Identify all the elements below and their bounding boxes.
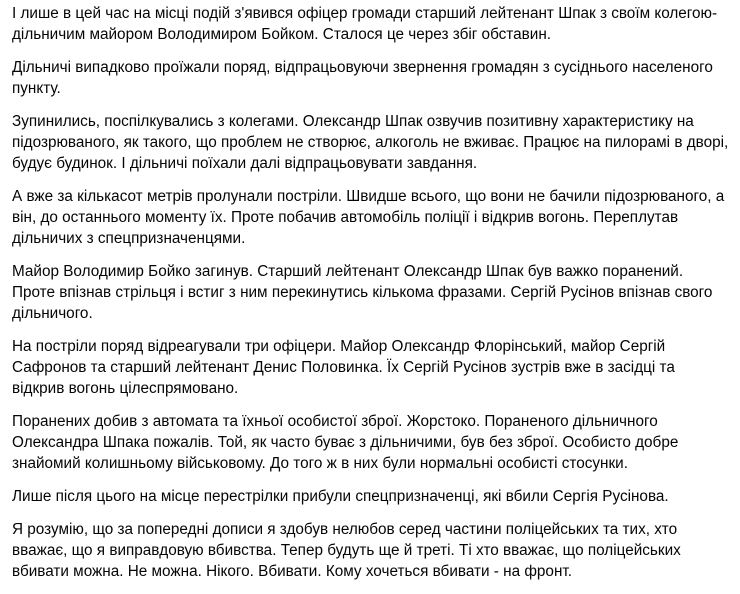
post-paragraph-8: Лише після цього на місце перестрілки прибули спецпризначенці, які вбили Сергія Русінова. [12,488,669,505]
post-paragraph-9: Я розумію, що за попередні дописи я здобув нелюбов серед частини поліцейських та тих, хто вважає, що я виправдовую вбивства. Тепер будуть ще й треті. Ті хто вважає, що поліцейських вбивати можна. Не можна. Нікого. Вбивати. Кому хочеться вбивати - на фронт. [12,521,681,580]
post-paragraph-6: На постріли поряд відреагували три офіцери. Майор Олександр Флорінський, майор Сергій Сафронов та старший лейтенант Денис Половинка. Їх Сергій Русінов зустрів вже в засідці та відкрив вогонь цілеспрямовано. [12,338,675,397]
post-paragraph-2: Дільничі випадково проїжали поряд, відпрацьовуючи звернення громадян з сусіднього населеного пункту. [12,59,713,97]
post-paragraph-7: Поранених добив з автомата та їхньої особистої зброї. Жорстоко. Пораненого дільничного Олександра Шпака пожалів. Той, як часто буває з дільничими, був без зброї. Особисто добре знайомий колишньому військовому. До того ж в них були нормальні особисті стосунки. [12,413,679,472]
post-paragraph-1: І лише в цей час на місці подій з'явився офіцер громади старший лейтенант Шпак з своїм колегою-дільничим майором Володимиром Бойком. Сталося це через збіг обставин. [12,5,718,43]
post-paragraph-3: Зупинились, поспілкувались з колегами. Олександр Шпак озвучив позитивну характеристику на підозрюваного, як такого, що проблем не створює, алкоголь не вживає. Працює на пилорамі в дворі, будує будинок. І дільничі поїхали далі відпрацьовувати завдання. [12,113,729,172]
post-paragraph-5: Майор Володимир Бойко загинув. Старший лейтенант Олександр Шпак був важко поранений. Проте впізнав стрільця і встиг з ним перекинутись кількома фразами. Сергій Русінов впізнав свого дільничого. [12,263,713,322]
post-body [12,0,730,594]
post-paragraph-4: А вже за кількасот метрів пролунали постріли. Швидше всього, що вони не бачили підозрюваного, а він, до останнього моменту їх. Проте побачив автомобіль поліції і відкрив вогонь. Переплутав дільничих з спецпризначенцями. [12,188,725,247]
